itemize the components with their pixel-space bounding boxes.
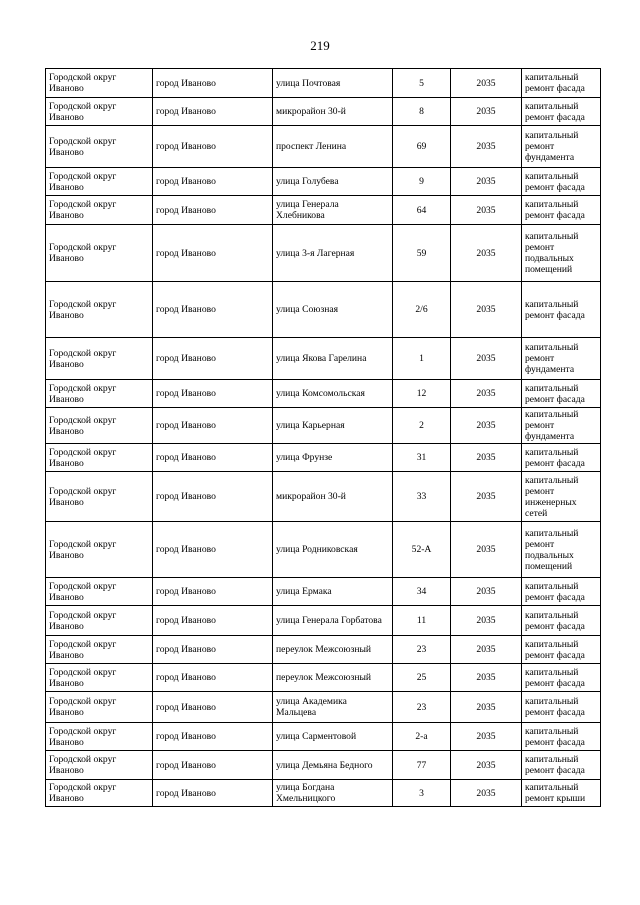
- house-number-cell: 11: [393, 606, 451, 636]
- year-cell: 2035: [451, 168, 522, 196]
- work-type-cell: капитальный ремонт фасада: [522, 578, 601, 606]
- work-type-cell: капитальный ремонт фасада: [522, 282, 601, 338]
- city-cell: город Иваново: [153, 606, 273, 636]
- table-row: [46, 636, 601, 664]
- street-cell: улица Голубева: [273, 168, 393, 196]
- district-cell: Городской округ Иваново: [46, 225, 153, 282]
- table-row: [46, 282, 601, 338]
- city-cell: город Иваново: [153, 444, 273, 472]
- work-type-cell: капитальный ремонт инженерных сетей: [522, 472, 601, 522]
- city-cell: город Иваново: [153, 69, 273, 98]
- house-number-cell: 59: [393, 225, 451, 282]
- street-cell: улица Якова Гарелина: [273, 338, 393, 380]
- city-cell: город Иваново: [153, 522, 273, 578]
- table-row: [46, 380, 601, 408]
- street-cell: улица Родниковская: [273, 522, 393, 578]
- table-row: [46, 98, 601, 126]
- table-row: [46, 168, 601, 196]
- house-number-cell: 5: [393, 69, 451, 98]
- city-cell: город Иваново: [153, 664, 273, 692]
- house-number-cell: 23: [393, 636, 451, 664]
- street-cell: улица Богдана Хмельницкого: [273, 780, 393, 807]
- district-cell: Городской округ Иваново: [46, 282, 153, 338]
- house-number-cell: 12: [393, 380, 451, 408]
- district-cell: Городской округ Иваново: [46, 664, 153, 692]
- district-cell: Городской округ Иваново: [46, 380, 153, 408]
- house-number-cell: 69: [393, 126, 451, 168]
- house-number-cell: 9: [393, 168, 451, 196]
- district-cell: Городской округ Иваново: [46, 578, 153, 606]
- table-row: [46, 338, 601, 380]
- city-cell: город Иваново: [153, 472, 273, 522]
- street-cell: улица Демьяна Бедного: [273, 751, 393, 780]
- year-cell: 2035: [451, 522, 522, 578]
- work-type-cell: капитальный ремонт крыши: [522, 780, 601, 807]
- house-number-cell: 8: [393, 98, 451, 126]
- table-row: [46, 780, 601, 807]
- work-type-cell: капитальный ремонт фасада: [522, 751, 601, 780]
- year-cell: 2035: [451, 751, 522, 780]
- year-cell: 2035: [451, 606, 522, 636]
- work-type-cell: капитальный ремонт фасада: [522, 723, 601, 751]
- city-cell: город Иваново: [153, 692, 273, 723]
- table-row: [46, 578, 601, 606]
- year-cell: 2035: [451, 69, 522, 98]
- house-number-cell: 2: [393, 408, 451, 444]
- city-cell: город Иваново: [153, 780, 273, 807]
- year-cell: 2035: [451, 282, 522, 338]
- street-cell: улица Сарментовой: [273, 723, 393, 751]
- work-type-cell: капитальный ремонт фундамента: [522, 126, 601, 168]
- table-row: [46, 664, 601, 692]
- repair-schedule-table: [45, 68, 601, 807]
- house-number-cell: 2/6: [393, 282, 451, 338]
- year-cell: 2035: [451, 780, 522, 807]
- house-number-cell: 64: [393, 196, 451, 225]
- work-type-cell: капитальный ремонт фасада: [522, 168, 601, 196]
- street-cell: улица Генерала Горбатова: [273, 606, 393, 636]
- house-number-cell: 77: [393, 751, 451, 780]
- table-row: [46, 408, 601, 444]
- district-cell: Городской округ Иваново: [46, 636, 153, 664]
- district-cell: Городской округ Иваново: [46, 472, 153, 522]
- city-cell: город Иваново: [153, 636, 273, 664]
- city-cell: город Иваново: [153, 196, 273, 225]
- house-number-cell: 25: [393, 664, 451, 692]
- work-type-cell: капитальный ремонт фундамента: [522, 338, 601, 380]
- work-type-cell: капитальный ремонт фундамента: [522, 408, 601, 444]
- year-cell: 2035: [451, 664, 522, 692]
- city-cell: город Иваново: [153, 751, 273, 780]
- year-cell: 2035: [451, 408, 522, 444]
- city-cell: город Иваново: [153, 168, 273, 196]
- work-type-cell: капитальный ремонт фасада: [522, 444, 601, 472]
- district-cell: Городской округ Иваново: [46, 723, 153, 751]
- street-cell: переулок Межсоюзный: [273, 664, 393, 692]
- district-cell: Городской округ Иваново: [46, 408, 153, 444]
- city-cell: город Иваново: [153, 282, 273, 338]
- city-cell: город Иваново: [153, 126, 273, 168]
- street-cell: переулок Межсоюзный: [273, 636, 393, 664]
- district-cell: Городской округ Иваново: [46, 780, 153, 807]
- table-row: [46, 723, 601, 751]
- district-cell: Городской округ Иваново: [46, 444, 153, 472]
- house-number-cell: 34: [393, 578, 451, 606]
- year-cell: 2035: [451, 692, 522, 723]
- house-number-cell: 3: [393, 780, 451, 807]
- district-cell: Городской округ Иваново: [46, 196, 153, 225]
- district-cell: Городской округ Иваново: [46, 69, 153, 98]
- street-cell: улица 3-я Лагерная: [273, 225, 393, 282]
- street-cell: улица Фрунзе: [273, 444, 393, 472]
- table-row: [46, 196, 601, 225]
- district-cell: Городской округ Иваново: [46, 126, 153, 168]
- street-cell: улица Карьерная: [273, 408, 393, 444]
- city-cell: город Иваново: [153, 380, 273, 408]
- city-cell: город Иваново: [153, 225, 273, 282]
- year-cell: 2035: [451, 636, 522, 664]
- house-number-cell: 23: [393, 692, 451, 723]
- city-cell: город Иваново: [153, 338, 273, 380]
- work-type-cell: капитальный ремонт фасада: [522, 196, 601, 225]
- work-type-cell: капитальный ремонт фасада: [522, 692, 601, 723]
- street-cell: улица Почтовая: [273, 69, 393, 98]
- city-cell: город Иваново: [153, 578, 273, 606]
- city-cell: город Иваново: [153, 408, 273, 444]
- table-row: [46, 126, 601, 168]
- table-row: [46, 692, 601, 723]
- year-cell: 2035: [451, 98, 522, 126]
- district-cell: Городской округ Иваново: [46, 168, 153, 196]
- street-cell: микрорайон 30-й: [273, 98, 393, 126]
- house-number-cell: 2-а: [393, 723, 451, 751]
- street-cell: микрорайон 30-й: [273, 472, 393, 522]
- table-row: [46, 522, 601, 578]
- work-type-cell: капитальный ремонт фасада: [522, 606, 601, 636]
- work-type-cell: капитальный ремонт подвальных помещений: [522, 225, 601, 282]
- district-cell: Городской округ Иваново: [46, 751, 153, 780]
- work-type-cell: капитальный ремонт фасада: [522, 69, 601, 98]
- street-cell: улица Комсомольская: [273, 380, 393, 408]
- work-type-cell: капитальный ремонт фасада: [522, 636, 601, 664]
- page-number: 219: [310, 38, 330, 53]
- table-row: [46, 751, 601, 780]
- street-cell: улица Генерала Хлебникова: [273, 196, 393, 225]
- work-type-cell: капитальный ремонт фасада: [522, 98, 601, 126]
- table-row: [46, 472, 601, 522]
- table-row: [46, 69, 601, 98]
- district-cell: Городской округ Иваново: [46, 606, 153, 636]
- district-cell: Городской округ Иваново: [46, 522, 153, 578]
- year-cell: 2035: [451, 380, 522, 408]
- work-type-cell: капитальный ремонт фасада: [522, 664, 601, 692]
- street-cell: улица Академика Мальцева: [273, 692, 393, 723]
- house-number-cell: 1: [393, 338, 451, 380]
- table-body: [46, 69, 601, 807]
- year-cell: 2035: [451, 472, 522, 522]
- city-cell: город Иваново: [153, 98, 273, 126]
- house-number-cell: 31: [393, 444, 451, 472]
- street-cell: улица Союзная: [273, 282, 393, 338]
- year-cell: 2035: [451, 126, 522, 168]
- district-cell: Городской округ Иваново: [46, 692, 153, 723]
- street-cell: проспект Ленина: [273, 126, 393, 168]
- house-number-cell: 33: [393, 472, 451, 522]
- table-row: [46, 225, 601, 282]
- district-cell: Городской округ Иваново: [46, 98, 153, 126]
- year-cell: 2035: [451, 723, 522, 751]
- house-number-cell: 52-А: [393, 522, 451, 578]
- year-cell: 2035: [451, 444, 522, 472]
- year-cell: 2035: [451, 338, 522, 380]
- work-type-cell: капитальный ремонт фасада: [522, 380, 601, 408]
- district-cell: Городской округ Иваново: [46, 338, 153, 380]
- work-type-cell: капитальный ремонт подвальных помещений: [522, 522, 601, 578]
- year-cell: 2035: [451, 196, 522, 225]
- street-cell: улица Ермака: [273, 578, 393, 606]
- year-cell: 2035: [451, 225, 522, 282]
- table-row: [46, 606, 601, 636]
- year-cell: 2035: [451, 578, 522, 606]
- table-row: [46, 444, 601, 472]
- city-cell: город Иваново: [153, 723, 273, 751]
